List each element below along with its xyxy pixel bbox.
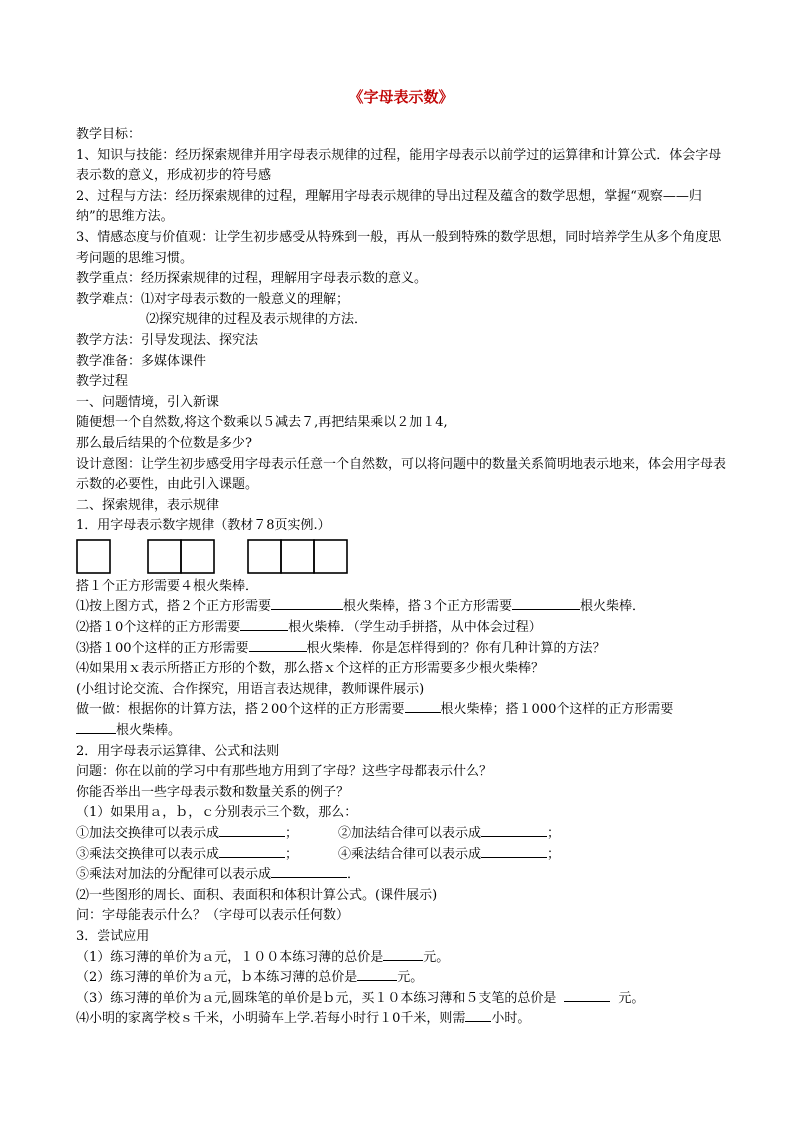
answer-blank[interactable]	[219, 845, 285, 858]
square-2b	[181, 540, 214, 573]
text-seg: 根火柴棒，搭３个正方形需要	[343, 599, 513, 615]
text-seg: ；	[547, 826, 561, 841]
answer-blank[interactable]	[249, 639, 307, 652]
answer-blank[interactable]	[240, 618, 288, 631]
answer-blank[interactable]	[405, 700, 441, 713]
answer-blank[interactable]	[383, 948, 423, 961]
text-line: 教学难点：⑴对字母表示数的一般意义的理解；	[76, 291, 350, 307]
question-line	[76, 1009, 726, 1030]
matchstick-squares-figure	[76, 537, 726, 577]
text-seg: 根火柴棒。	[116, 723, 182, 739]
question-line	[76, 597, 726, 618]
question-line	[76, 700, 726, 741]
question-line	[76, 845, 726, 866]
text-seg: ；	[547, 846, 561, 862]
text-seg: 元。	[618, 990, 645, 1006]
text-line: （1）如果用ａ，ｂ，ｃ分别表示三个数，那么：	[76, 805, 358, 821]
text-seg: ⑵搭１0个这样的正方形需要	[76, 620, 241, 636]
text-line: 教学方法：引导发现法、探究法	[76, 332, 259, 348]
answer-blank[interactable]	[512, 597, 580, 610]
square-3c	[314, 540, 347, 573]
text-seg: ①加法交换律可以表示成	[76, 826, 220, 841]
text-seg: 根火柴棒．	[580, 599, 646, 615]
document-page	[76, 86, 726, 1030]
text-line: 随便想一个自然数,将这个数乘以５减去７,再把结果乘以２加１4,	[76, 415, 448, 431]
answer-blank[interactable]	[481, 845, 547, 858]
text-seg: ．	[347, 867, 361, 883]
text-line: ⑵探究规律的过程及表示规律的方法．	[146, 312, 368, 328]
square-1	[77, 540, 110, 573]
question-line	[76, 948, 726, 969]
text-line: 设计意图：让学生初步感受用字母表示任意一个自然数，可以将问题中的数量关系简明地表示地来，体会用字母表示数的必要性，由此引入课题。	[76, 456, 727, 493]
text-seg: ⑤乘法对加法的分配律可以表示成	[76, 867, 272, 883]
question-line	[76, 618, 726, 639]
answer-blank[interactable]	[271, 597, 343, 610]
text-seg: ②加法结合律可以表示成	[338, 826, 482, 841]
question-line	[76, 824, 726, 845]
page-title: 《字母表示数》	[348, 88, 454, 106]
text-line: 问题：你在以前的学习中有那些地方用到了字母？这些字母都表示什么？	[76, 764, 493, 780]
answer-blank[interactable]	[76, 721, 116, 734]
text-line: (小组讨论交流、合作探究，用语言表达规律，教师课件展示)	[76, 681, 425, 697]
text-seg: 根火柴棒．你是怎样得到的？你有几种计算的方法？	[306, 640, 606, 656]
question-line	[76, 865, 726, 886]
text-seg: ；	[285, 846, 299, 862]
answer-blank[interactable]	[465, 1009, 491, 1022]
text-line: 1、知识与技能：经历探索规律并用字母表示规律的过程，能用字母表示以前学过的运算律和计算公式．体会字母表示数的意义，形成初步的符号感	[76, 147, 722, 184]
text-seg: ⑴按上图方式，搭２个正方形需要	[76, 599, 272, 615]
answer-blank[interactable]	[219, 824, 285, 837]
question-line	[76, 968, 726, 989]
text-seg: ⑷小明的家离学校ｓ千米，小明骑车上学.若每小时行１0千米，则需	[76, 1011, 466, 1027]
text-seg: 根火柴棒；搭１000个这样的正方形需要	[440, 702, 674, 718]
text-line: 2、过程与方法：经历探索规律的过程，理解用字母表示规律的导出过程及蕴含的数学思想，掌握“观察——归纳”的思维方法。	[76, 188, 702, 225]
square-2a	[148, 540, 181, 573]
answer-blank[interactable]	[271, 865, 347, 878]
text-seg: 做一做：根据你的计算方法，搭２00个这样的正方形需要	[76, 702, 405, 718]
answer-blank[interactable]	[564, 989, 610, 1002]
text-line: 那么最后结果的个位数是多少?	[76, 435, 252, 451]
square-3b	[281, 540, 314, 573]
answer-blank[interactable]	[481, 824, 547, 837]
text-seg: ③乘法交换律可以表示成	[76, 846, 220, 862]
question-line	[76, 639, 726, 660]
text-seg: （3）练习薄的单价为ａ元,圆珠笔的单价是ｂ元，买１０本练习薄和５支笔的总价是	[76, 990, 557, 1006]
question-line	[76, 989, 726, 1010]
text-line: 你能否举出一些字母表示数和数量关系的例子？	[76, 784, 350, 800]
text-line: 教学重点：经历探索规律的过程，理解用字母表示数的意义。	[76, 271, 428, 287]
text-line: 3．尝试应用	[76, 928, 150, 944]
text-seg: ；	[285, 826, 299, 841]
text-line: ⑵一些图形的周长、面积、表面积和体积计算公式。(课件展示)	[76, 887, 438, 903]
text-line: 搭１个正方形需要４根火柴棒．	[76, 578, 259, 594]
text-seg: 根火柴棒．（学生动手拼搭，从中体会过程）	[288, 620, 542, 636]
text-seg: ④乘法结合律可以表示成	[338, 846, 482, 862]
text-line: 教学过程	[76, 374, 129, 390]
text-seg: （1）练习薄的单价为ａ元，１００本练习薄的总价是	[76, 949, 384, 965]
text-line: 1．用字母表示数字规律（教材７8页实例.）	[76, 518, 331, 534]
text-line: 教学目标：	[76, 127, 142, 142]
text-seg: 元。	[423, 949, 450, 965]
text-seg: ⑶搭１00个这样的正方形需要	[76, 640, 249, 656]
text-seg: （2）练习薄的单价为ａ元，ｂ本练习薄的总价是	[76, 970, 358, 986]
text-line: ⑷如果用ｘ表示所搭正方形的个数，那么搭ｘ个这样的正方形需要多少根火柴棒？	[76, 661, 545, 677]
square-3a	[248, 540, 281, 573]
text-seg: 小时。	[491, 1011, 531, 1027]
text-line: 3、情感态度与价值观：让学生初步感受从特殊到一般，再从一般到特殊的数学思想，同时培养学生从多个角度思考问题的思维习惯。	[76, 229, 722, 266]
answer-blank[interactable]	[357, 968, 397, 981]
text-seg: 元。	[397, 970, 424, 986]
text-line: 问：字母能表示什么？（字母可以表示任何数）	[76, 908, 350, 924]
text-line: 2．用字母表示运算律、公式和法则	[76, 743, 280, 759]
text-line: 二、探索规律，表示规律	[76, 497, 220, 513]
text-line: 一、问题情境，引入新课	[76, 394, 220, 410]
text-line: 教学准备：多媒体课件	[76, 353, 207, 369]
